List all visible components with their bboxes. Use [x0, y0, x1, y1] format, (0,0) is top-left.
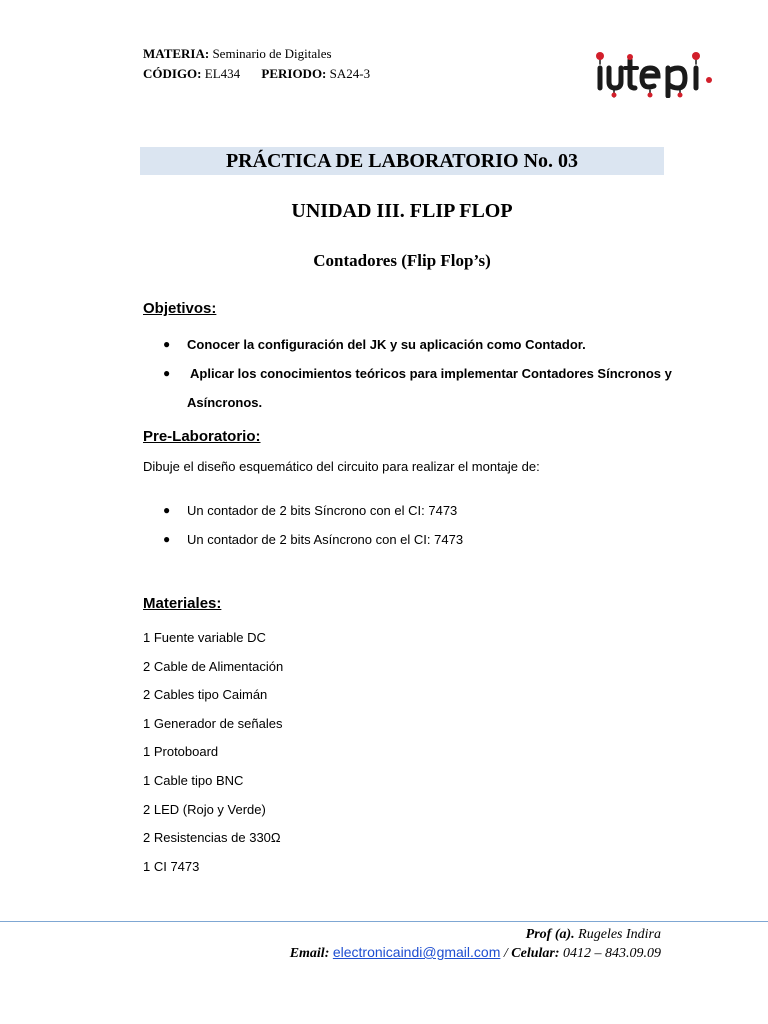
email-label: Email:	[289, 946, 330, 961]
list-item: 2 LED (Rojo y Verde)	[143, 801, 266, 817]
list-item	[163, 525, 643, 554]
contact-separator: /	[503, 946, 508, 961]
list-item: 2 Cable de Alimentación	[143, 658, 284, 674]
list-item: 1 Cable tipo BNC	[143, 772, 244, 788]
bullet-icon: ●	[163, 503, 171, 517]
materia-label: MATERIA:	[143, 46, 210, 61]
periodo-value: SA24-3	[329, 66, 371, 81]
list-item: 2 Resistencias de 330Ω	[143, 830, 281, 846]
list-item: 1 Generador de señales	[143, 715, 283, 731]
pre-laboratorio-list	[163, 496, 643, 554]
objetivo-text: Aplicar los conocimientos teóricos para implementar Contadores Síncronos y Asíncronos.	[187, 366, 672, 410]
header-codigo-periodo	[143, 66, 370, 82]
iutepi-logo	[592, 50, 720, 98]
materia-value: Seminario de Digitales	[212, 46, 332, 61]
materiales-heading: Materiales:	[143, 595, 222, 612]
bullet-icon: ●	[163, 532, 171, 546]
list-item: 1 Protoboard	[143, 744, 219, 760]
footer-divider	[0, 921, 768, 922]
page-title: PRÁCTICA DE LABORATORIO No. 03	[140, 147, 664, 175]
pre-item-text: Un contador de 2 bits Síncrono con el CI: 7473	[187, 503, 458, 518]
list-item	[163, 359, 683, 417]
objetivos-list	[163, 330, 683, 417]
header-materia	[143, 46, 332, 62]
codigo-label: CÓDIGO:	[143, 66, 202, 81]
bullet-icon: ●	[163, 337, 171, 351]
list-item: 1 CI 7473	[143, 858, 200, 874]
codigo-value: EL434	[204, 66, 241, 81]
subtitle: Contadores (Flip Flop’s)	[313, 251, 491, 270]
footer-professor	[526, 926, 661, 944]
materiales-list	[143, 624, 283, 881]
pre-laboratorio-heading: Pre-Laboratorio:	[143, 428, 261, 445]
celular-label: Celular:	[511, 946, 560, 961]
footer-contact	[290, 943, 661, 963]
objetivos-heading: Objetivos:	[143, 300, 217, 317]
email-link[interactable]: electronicaindi@gmail.com	[332, 944, 501, 960]
pre-item-text: Un contador de 2 bits Asíncrono con el CI: 7473	[187, 532, 464, 547]
list-item	[163, 496, 643, 525]
pre-laboratorio-text: Dibuje el diseño esquemático del circuito para realizar el montaje de:	[143, 459, 540, 474]
list-item	[163, 330, 683, 359]
periodo-label: PERIODO:	[261, 66, 327, 81]
list-item: 2 Cables tipo Caimán	[143, 687, 268, 703]
prof-label: Prof (a).	[525, 927, 575, 942]
objetivo-text: Conocer la configuración del JK y su aplicación como Contador.	[187, 337, 586, 352]
prof-name: Rugeles Indira	[578, 927, 661, 942]
list-item: 1 Fuente variable DC	[143, 630, 266, 645]
celular-value: 0412 – 843.09.09	[563, 946, 661, 961]
unit-title: UNIDAD III. FLIP FLOP	[291, 200, 513, 222]
bullet-icon: ●	[163, 366, 171, 380]
